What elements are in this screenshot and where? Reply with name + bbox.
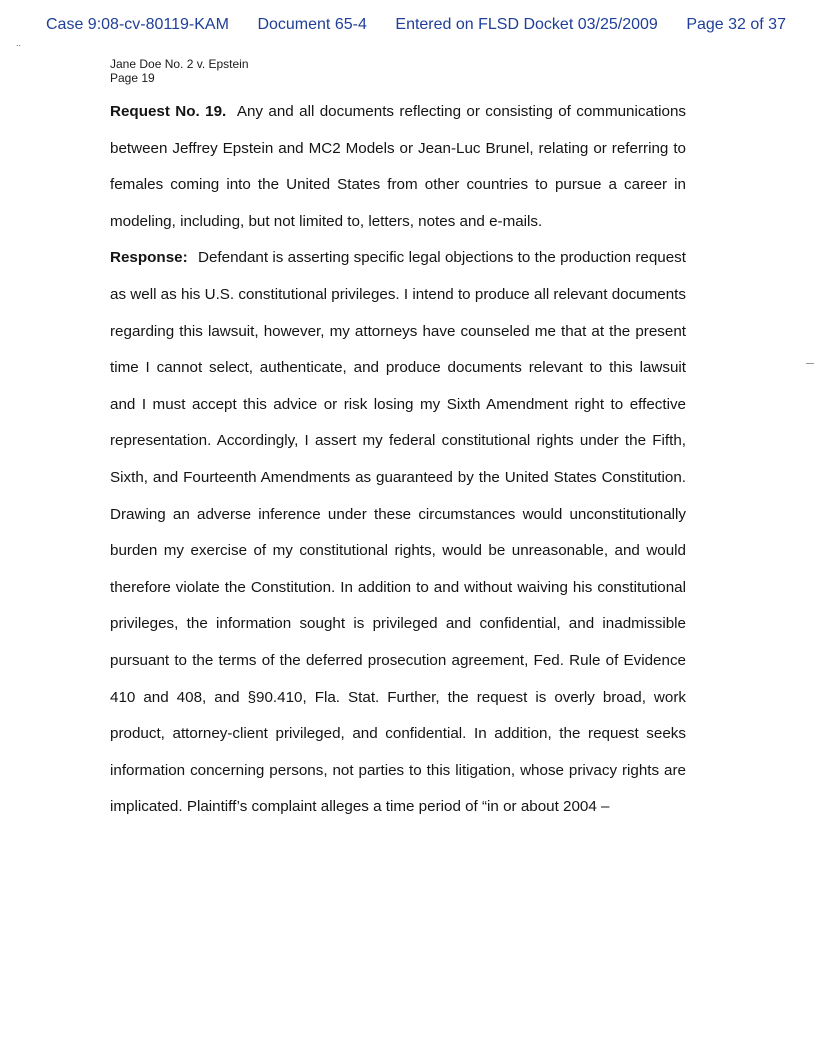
request-text: Any and all documents reflecting or consisting of communications between Jeffrey Epstein and MC2 Models or Jean-Luc Brunel, relating or referring to females coming into the United States from other countries to pursue a career in modeling, including, but not limited to, letters, notes and e-mails. [110, 103, 686, 230]
case-caption: Jane Doe No. 2 v. Epstein [110, 57, 249, 71]
response-label: Response: [110, 249, 188, 267]
document-number: Document 65-4 [257, 16, 367, 33]
docket-entry: Entered on FLSD Docket 03/25/2009 [395, 16, 658, 33]
court-filing-header [46, 16, 786, 34]
page-count: Page 32 of 37 [686, 16, 786, 33]
document-body [110, 94, 686, 826]
response-paragraph [110, 240, 686, 826]
request-paragraph [110, 94, 686, 240]
scan-mark: .. [16, 38, 22, 48]
request-label: Request No. 19. [110, 103, 227, 120]
response-text: Defendant is asserting specific legal objections to the production request as well as his U.S. constitutional privileges. I intend to produce all relevant documents regarding this lawsuit, however, my attorneys have counseled me that at the present time I cannot select, authenticate, and produce documents relevant to this lawsuit and I must accept this advice or risk losing my Sixth Amendment right to effective representation. Accordingly, I assert my federal constitutional rights under the Fifth, Sixth, and Fourteenth Amendments as guaranteed by the United States Constitution. Drawing an adverse inference under these circumstances would unconstitutionally burden my exercise of my constitutional rights, would be unreasonable, and would therefore violate the Constitution. In addition to and without waiving his constitutional privileges, the information sought is privileged and confidential, and inadmissible pursuant to the terms of the deferred prosecution agreement, Fed. Rule of Evidence 410 and 408, and §90.410, Fla. Stat. Further, the request is overly broad, work product, attorney-client privileged, and confidential. In addition, the request seeks information concerning persons, not parties to this litigation, whose privacy rights are implicated. Plaintiff’s complaint alleges a time period of “in or about 2004 – [110, 249, 686, 816]
scan-edge-mark [806, 363, 814, 364]
case-number: Case 9:08-cv-80119-KAM [46, 16, 229, 33]
page-number: Page 19 [110, 71, 155, 85]
page-identifier [110, 57, 249, 85]
